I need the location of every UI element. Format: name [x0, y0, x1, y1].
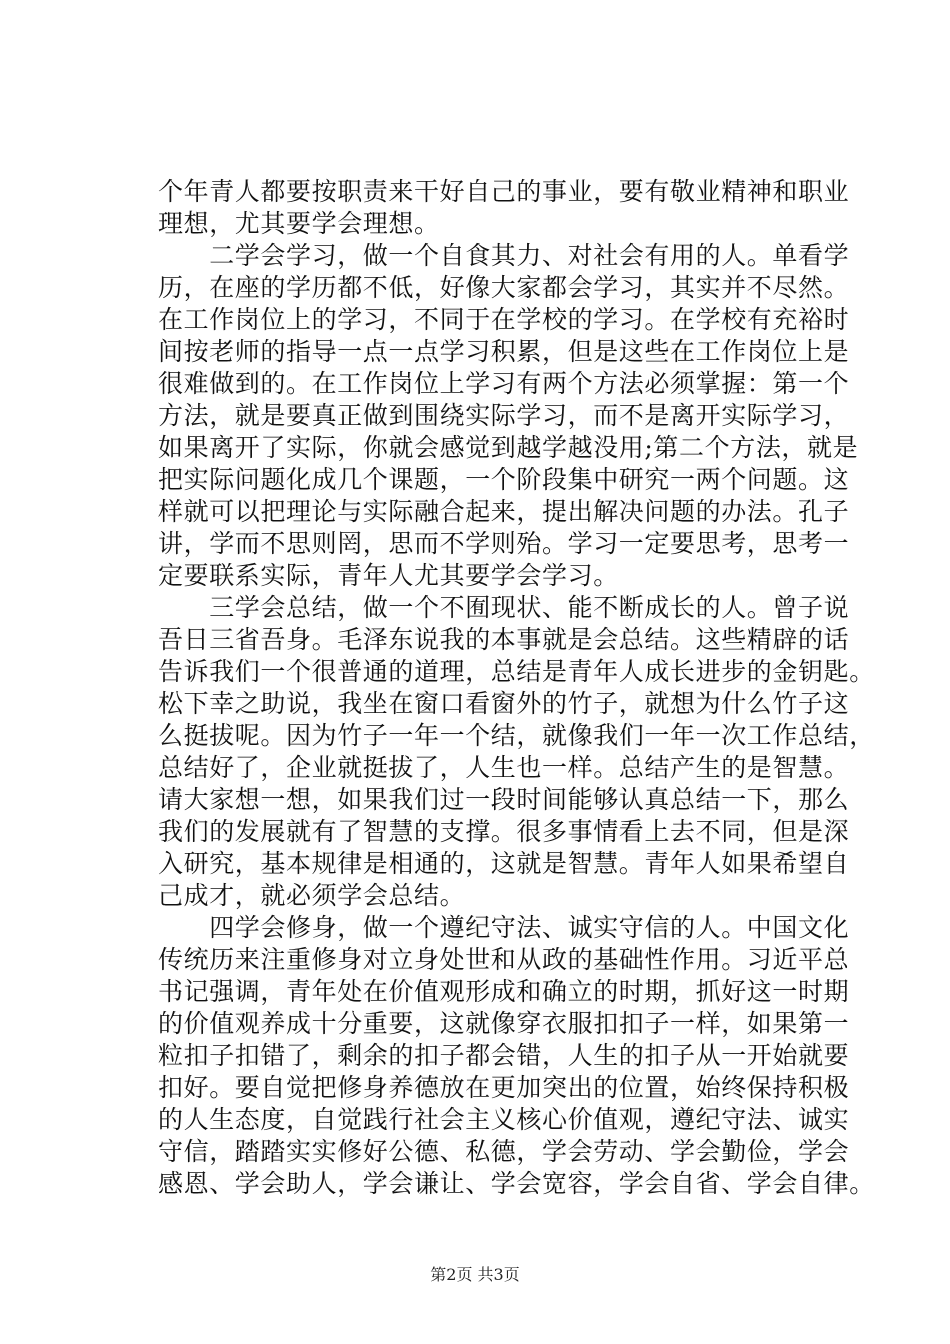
text-line: 请大家想一想，如果我们过一段时间能够认真总结一下，那么 — [158, 785, 850, 814]
text-line: 如果离开了实际，你就会感觉到越学越没用;第二个方法，就是 — [158, 433, 859, 462]
text-line: 吾日三省吾身。毛泽东说我的本事就是会总结。这些精辟的话 — [158, 625, 850, 654]
text-line: 四学会修身，做一个遵纪守法、诚实守信的人。中国文化 — [158, 913, 850, 942]
text-line: 传统历来注重修身对立身处世和从政的基础性作用。习近平总 — [158, 945, 850, 974]
text-line: 个年青人都要按职责来干好自己的事业，要有敬业精神和职业 — [158, 177, 850, 206]
text-line: 定要联系实际，青年人尤其要学会学习。 — [158, 561, 619, 590]
text-line: 历，在座的学历都不低，好像大家都会学习，其实并不尽然。 — [158, 273, 850, 302]
text-line: 守信，踏踏实实修好公德、私德，学会劳动、学会勤俭，学会 — [158, 1137, 850, 1166]
text-line: 理想，尤其要学会理想。 — [158, 209, 440, 238]
text-line: 间按老师的指导一点一点学习积累，但是这些在工作岗位上是 — [158, 337, 850, 366]
page-number-footer: 第2页 共3页 — [430, 1265, 520, 1284]
text-line: 入研究，基本规律是相通的，这就是智慧。青年人如果希望自 — [158, 849, 850, 878]
text-line: 把实际问题化成几个课题，一个阶段集中研究一两个问题。这 — [158, 465, 850, 494]
text-line: 书记强调，青年处在价值观形成和确立的时期，抓好这一时期 — [158, 977, 850, 1006]
text-line: 样就可以把理论与实际融合起来，提出解决问题的办法。孔子 — [158, 497, 850, 526]
text-line: 方法，就是要真正做到围绕实际学习，而不是离开实际学习， — [158, 401, 850, 430]
text-line: 在工作岗位上的学习，不同于在学校的学习。在学校有充裕时 — [158, 305, 850, 334]
text-line: 很难做到的。在工作岗位上学习有两个方法必须掌握：第一个 — [158, 369, 850, 398]
text-line: 么挺拔呢。因为竹子一年一个结，就像我们一年一次工作总结， — [158, 721, 875, 750]
text-line: 的人生态度，自觉践行社会主义核心价值观，遵纪守法、诚实 — [158, 1105, 850, 1134]
text-line: 扣好。要自觉把修身养德放在更加突出的位置，始终保持积极 — [158, 1073, 850, 1102]
text-line: 我们的发展就有了智慧的支撑。很多事情看上去不同，但是深 — [158, 817, 850, 846]
text-line: 二学会学习，做一个自食其力、对社会有用的人。单看学 — [158, 241, 850, 270]
text-line: 告诉我们一个很普通的道理，总结是青年人成长进步的金钥匙。 — [158, 657, 875, 686]
text-line: 松下幸之助说，我坐在窗口看窗外的竹子，就想为什么竹子这 — [158, 689, 850, 718]
document-body — [158, 176, 875, 1200]
text-line: 讲，学而不思则罔，思而不学则殆。学习一定要思考，思考一 — [158, 529, 850, 558]
text-line: 的价值观养成十分重要，这就像穿衣服扣扣子一样，如果第一 — [158, 1009, 850, 1038]
text-line: 总结好了，企业就挺拔了，人生也一样。总结产生的是智慧。 — [158, 753, 850, 782]
text-line: 粒扣子扣错了，剩余的扣子都会错，人生的扣子从一开始就要 — [158, 1041, 850, 1070]
text-line: 己成才，就必须学会总结。 — [158, 881, 466, 910]
text-line: 感恩、学会助人，学会谦让、学会宽容，学会自省、学会自律。 — [158, 1169, 875, 1198]
text-line: 三学会总结，做一个不囿现状、能不断成长的人。曾子说 — [158, 593, 850, 622]
